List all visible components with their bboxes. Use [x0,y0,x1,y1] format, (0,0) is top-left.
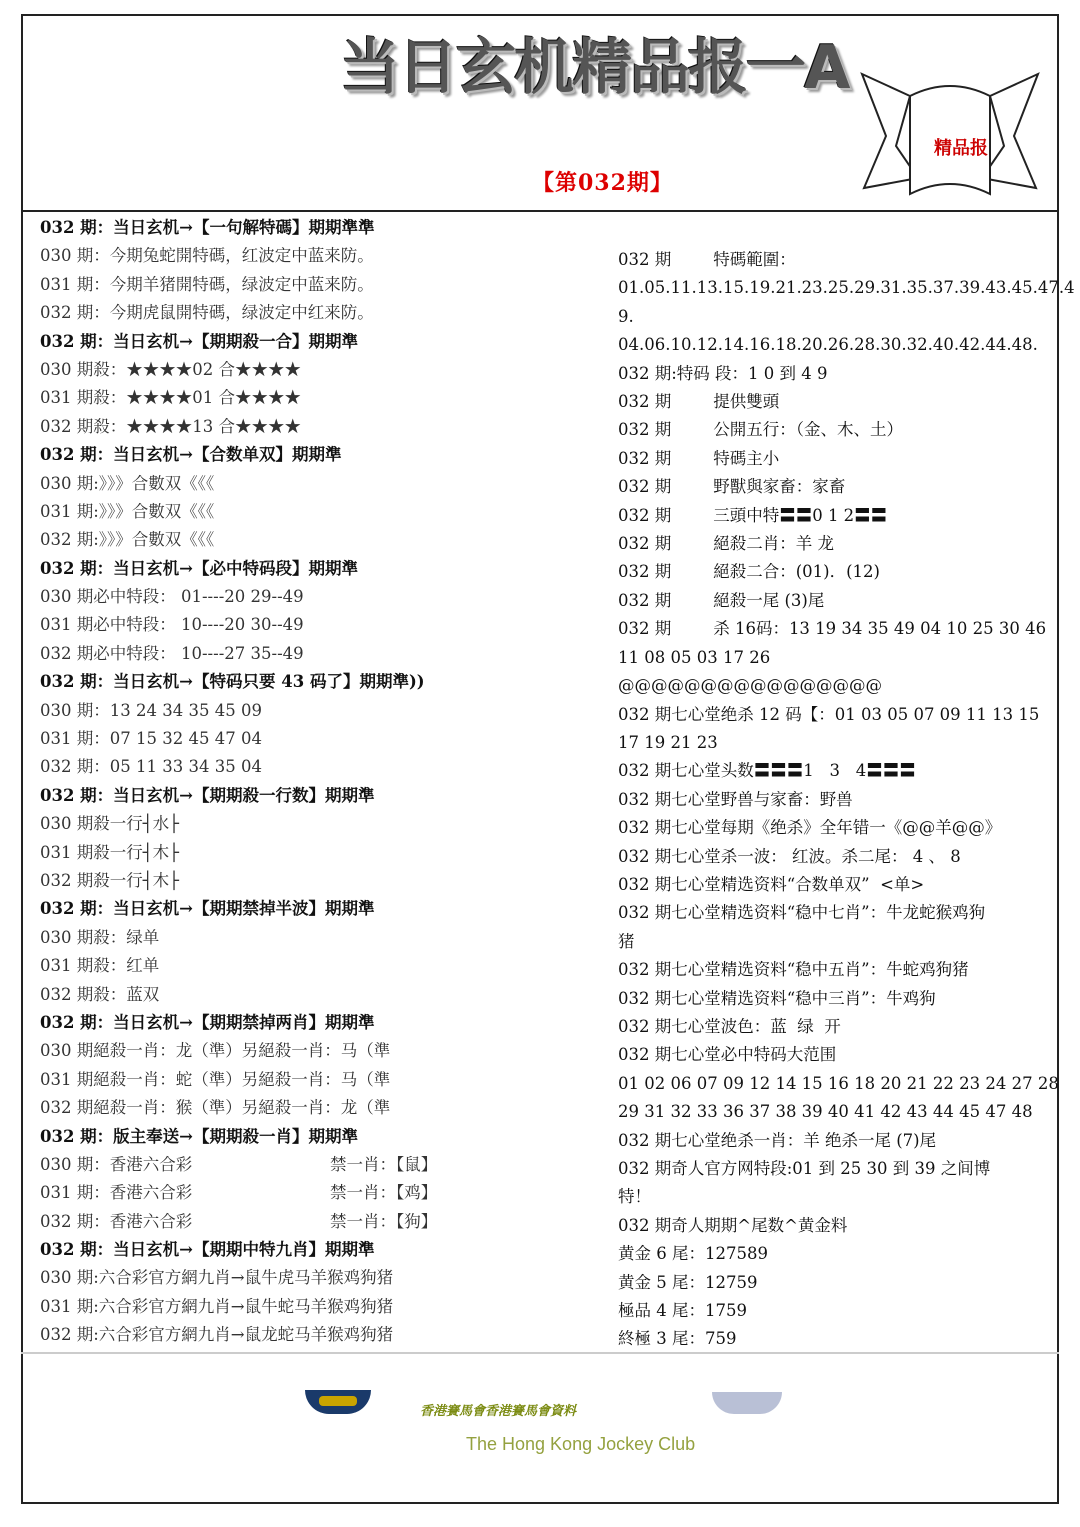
section-heading: 032 期：当日玄机→【特码只要 43 码了】期期準)) [40,672,425,692]
section-heading: 032 期：版主奉送→【期期殺一肖】期期準 [40,1126,359,1146]
ban-row-label: 030 期：香港六合彩 [40,1154,193,1174]
text-line: 01.05.11.13.15.19.21.23.25.29.31.35.37.39.43.45.47.4 [618,278,1075,298]
text-line: 特！ [618,1187,651,1207]
text-line: 032 期殺：蓝双 [40,984,160,1004]
text-line: 終極 3 尾：759 [618,1329,737,1349]
section-heading: 032 期：当日玄机→【期期殺一合】期期準 [40,331,359,351]
emblem-logo [712,1392,782,1414]
text-line: 032 期七心堂精选资料“稳中三肖”：牛鸡狗 [618,988,936,1008]
issue-number: 【第032期】 [532,170,673,196]
text-line: 01 02 06 07 09 12 14 15 16 18 20 21 22 23 24 27 28 [618,1073,1059,1093]
text-line: 032 期：今期虎鼠開特碼，绿波定中红来防。 [40,303,374,323]
text-line: @@@@@@@@@@@@@@@@ [618,676,882,696]
ban-row-label: 032 期：香港六合彩 [40,1211,193,1231]
text-line: 11 08 05 03 17 26 [618,647,771,667]
section-heading: 032 期：当日玄机→【必中特码段】期期準 [40,558,359,578]
right-column [618,246,1075,1354]
text-line: 030 期:》》》合數双《《《 [40,473,215,493]
text-line: 17 19 21 23 [618,732,718,752]
page-title: 当日玄机精品报一A [340,33,849,103]
section-heading: 032 期：当日玄机→【期期中特九肖】期期準 [40,1240,375,1260]
text-line: 黄金 5 尾：12759 [618,1272,758,1292]
badge-label: 精品报 [934,138,988,159]
text-line: 031 期:》》》合數双《《《 [40,501,215,521]
text-line: 032 期奇人官方网特段:01 到 25 30 到 39 之间博 [618,1159,991,1178]
text-line: 04.06.10.12.14.16.18.20.26.28.30.32.40.42.44.48. [618,335,1038,355]
text-line: 030 期殺一行┤水├ [40,814,180,834]
text-line: 032 期絕殺一肖：猴（準）另絕殺一肖：龙（準 [40,1098,391,1118]
text-line: 032 期 公開五行：（金、木、土） [618,420,903,440]
text-line: 030 期殺：绿单 [40,927,160,947]
text-line: 9. [618,306,634,326]
text-line: 030 期絕殺一肖：龙（準）另絕殺一肖：马（準 [40,1041,391,1061]
text-line: 030 期：今期兔蛇開特碼，红波定中蓝来防。 [40,246,374,266]
text-line: 032 期 絕殺二肖：羊 龙 [618,534,834,554]
text-line: 032 期七心堂精选资料“合数单双” <单> [618,874,925,894]
text-line: 032 期 野獸與家畜：家畜 [618,477,846,497]
text-line: 032 期:》》》合數双《《《 [40,530,215,550]
text-line: 031 期：今期羊猪開特碼，绿波定中蓝来防。 [40,274,374,294]
text-line: 032 期七心堂绝杀一肖：羊 绝杀一尾 (7)尾 [618,1130,937,1150]
text-line: 032 期七心堂杀一波： 红波。杀二尾： 4 、 8 [618,846,961,866]
text-line: 031 期：07 15 32 45 47 04 [40,729,262,749]
text-line: 猪 [618,931,635,951]
section-heading: 032 期：当日玄机→【期期禁掉两肖】期期準 [40,1012,375,1032]
text-line: 031 期殺：★★★★01 合★★★★ [40,388,301,408]
text-line: 032 期七心堂精选资料“稳中七肖”：牛龙蛇猴鸡狗 [618,903,986,923]
text-line: 032 期奇人期期^尾数^黄金料 [618,1215,848,1235]
text-line: 031 期殺一行┤木├ [40,842,180,862]
ban-row-value: 禁一肖：【鼠】 [330,1154,438,1174]
text-line: 032 期殺：★★★★13 合★★★★ [40,416,301,436]
text-line: 032 期 絕殺一尾 (3)尾 [618,590,825,610]
footer-slogan: 香港賽馬會香港賽馬會資料 [420,1404,577,1419]
section-heading: 032 期：当日玄机→【合数单双】期期準 [40,445,342,465]
text-line: 29 31 32 33 36 37 38 39 40 41 42 43 44 45 47 48 [618,1102,1033,1122]
text-line: 032 期 杀 16码：13 19 34 35 49 04 10 25 30 46 [618,619,1047,639]
text-line: 032 期 特碼範圍： [618,250,796,269]
text-line: 極品 4 尾：1759 [618,1301,747,1321]
section-heading: 032 期：当日玄机→【期期殺一行数】期期準 [40,785,375,805]
left-column [40,214,580,1350]
text-line: 031 期殺：红单 [40,956,160,976]
text-line: 032 期 特碼主小 [618,448,780,468]
text-line: 032 期殺一行┤木├ [40,870,180,890]
text-line: 032 期：05 11 33 34 35 04 [40,757,262,777]
text-line: 031 期絕殺一肖：蛇（準）另絕殺一肖：马（準 [40,1069,391,1089]
text-line: 032 期七心堂每期《绝杀》全年错一《@@羊@@》 [618,818,1002,838]
text-line: 030 期：13 24 34 35 45 09 [40,700,262,720]
text-line: 032 期七心堂波色：蓝 绿 开 [618,1016,841,1036]
text-line: 032 期必中特段： 10----27 35--49 [40,643,304,663]
text-line: 032 期七心堂头数〓〓〓1 3 4〓〓〓 [618,761,916,781]
section-heading: 032 期：当日玄机→【一句解特碼】期期準準 [40,218,375,237]
text-line: 031 期必中特段： 10----20 30--49 [40,615,304,635]
text-line: 032 期:特码 段：1 0 到 4 9 [618,363,828,383]
footer-english: The Hong Kong Jockey Club [466,1434,696,1454]
ban-row [40,1151,580,1179]
text-line: 032 期 三頭中特〓〓0 1 2〓〓 [618,505,888,525]
text-line: 032 期:六合彩官方網九肖→鼠龙蛇马羊猴鸡狗猪 [40,1325,394,1345]
ban-row-value: 禁一肖：【鸡】 [330,1183,438,1203]
text-line: 032 期 提供雙頭 [618,392,780,412]
text-line: 032 期 絕殺二合：(01)．(12) [618,562,880,582]
text-line: 032 期七心堂绝杀 12 码【：01 03 05 07 09 11 13 15 [618,704,1040,724]
text-line: 黄金 6 尾：127589 [618,1244,768,1264]
ban-row [40,1179,580,1207]
ban-row [40,1208,580,1236]
text-line: 031 期:六合彩官方網九肖→鼠牛蛇马羊猴鸡狗猪 [40,1296,394,1316]
text-line: 030 期必中特段： 01----20 29--49 [40,587,304,607]
text-line: 032 期七心堂野兽与家畜：野兽 [618,789,853,809]
text-line: 032 期七心堂精选资料“稳中五肖”：牛蛇鸡狗猪 [618,960,969,980]
ban-row-value: 禁一肖：【狗】 [330,1211,438,1231]
divider [21,1352,1059,1354]
text-line: 030 期:六合彩官方網九肖→鼠牛虎马羊猴鸡狗猪 [40,1268,394,1288]
section-heading: 032 期：当日玄机→【期期禁掉半波】期期準 [40,899,375,919]
text-line: 032 期七心堂必中特码大范围 [618,1045,837,1065]
text-line: 030 期殺：★★★★02 合★★★★ [40,359,301,379]
ban-row-label: 031 期：香港六合彩 [40,1183,193,1203]
